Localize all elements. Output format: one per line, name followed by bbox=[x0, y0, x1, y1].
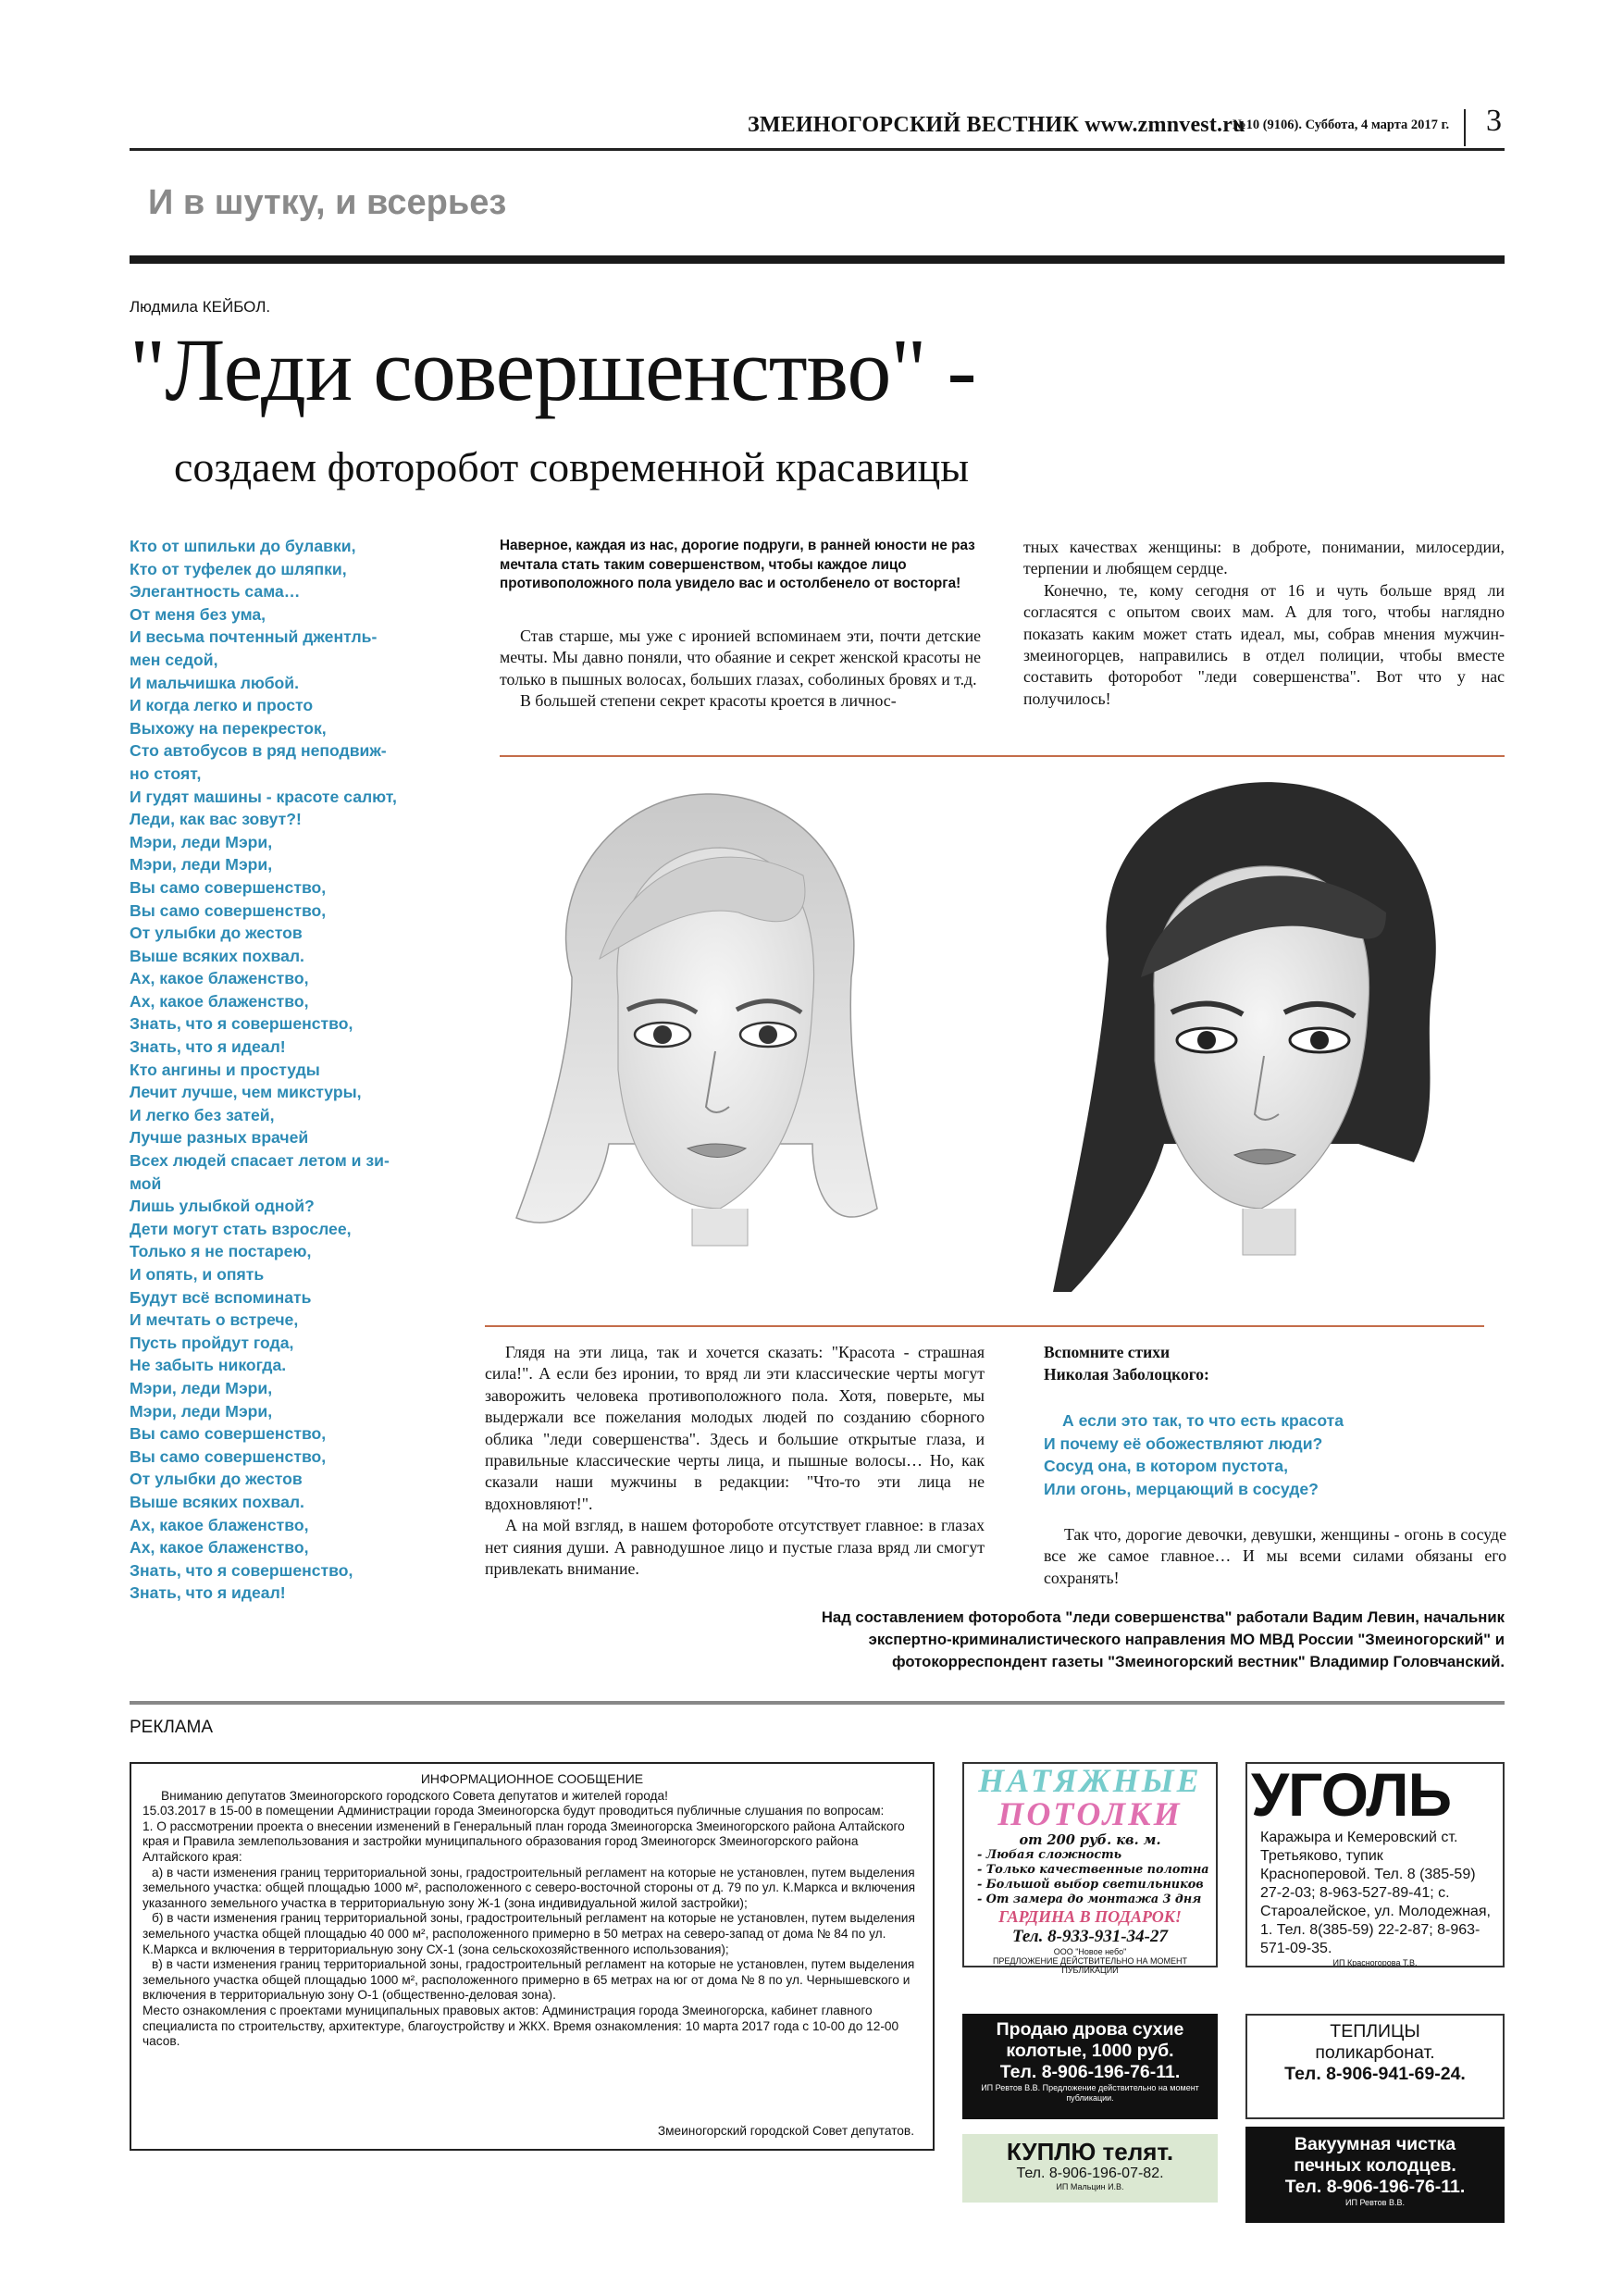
lyrics-line: Кто от туфелек до шляпки, bbox=[130, 559, 347, 578]
lyrics-line: но стоят, bbox=[130, 763, 202, 783]
article-lead: Наверное, каждая из нас, дорогие подруги, в ранней юности не раз мечтала стать таким совершенством, чтобы каждое лицо противоположного пола увидело вас и остолбенело от восторга! bbox=[500, 538, 975, 591]
lyrics-line: И весьма почтенный джентль- bbox=[130, 627, 378, 647]
verse-line: Или огонь, мерцающий в сосуде? bbox=[1044, 1479, 1319, 1498]
notice-signature: Змеиногорский городской Совет депутатов. bbox=[657, 2124, 914, 2139]
ads-rule bbox=[130, 1701, 1505, 1705]
lyrics-line: Ах, какое блаженство, bbox=[130, 991, 309, 1011]
information-notice bbox=[130, 1762, 935, 2151]
ad-phone: Тел. 8-906-196-76-11. bbox=[999, 2062, 1181, 2082]
ad-feature: - Любая сложность bbox=[977, 1848, 1122, 1862]
credits bbox=[722, 1607, 1505, 1673]
ad-text: печных колодцев. bbox=[1294, 2155, 1456, 2176]
header-divider bbox=[1464, 109, 1466, 146]
lyrics-line: мен седой, bbox=[130, 650, 218, 669]
lyrics-line: Не забыть никогда. bbox=[130, 1356, 287, 1375]
ad-seller: ИП Ревтов В.В. Предложение действительно на момент публикации. bbox=[981, 2083, 1199, 2103]
ad-phone: Тел. 8-906-196-76-11. bbox=[1284, 2177, 1466, 2197]
ad-text: колотые, 1000 руб. bbox=[1006, 2041, 1174, 2061]
article-title: "Леди совершенство" - bbox=[130, 320, 976, 419]
paragraph: Глядя на эти лица, так и хочется сказать: "Красота - страшная сила!". А если без иронии, то вряд ли эти классические черты могут заворожить человека противоположного пола. Хотя, поверьте, мы выдержали все пожелания молодых людей по созданию сборного облика "леди совершенства". Здесь и большие открытые глаза, и правильные классические черты лица, и пышные волосы… Но, как сказали наши мужчины в редакции: "Что-то эти лица не вдохновляют!". bbox=[485, 1343, 985, 1513]
ad-phone: Тел. 8-906-941-69-24. bbox=[1284, 2064, 1466, 2084]
lyrics-line: мой bbox=[130, 1173, 162, 1193]
lyrics-line: Всех людей спасает летом и зи- bbox=[130, 1151, 390, 1171]
lyrics-line: Знать, что я совершенство, bbox=[130, 1014, 353, 1034]
page-number: 3 bbox=[1486, 104, 1502, 138]
lyrics-line: И когда легко и просто bbox=[130, 696, 314, 715]
ad-heading: УГОЛЬ bbox=[1251, 1760, 1452, 1829]
lyrics-line: Кто ангины и простуды bbox=[130, 1060, 320, 1079]
article-author: Людмила КЕЙБОЛ. bbox=[130, 298, 271, 316]
ad-text: Вакуумная чистка bbox=[1294, 2134, 1456, 2154]
credits-line: Над составлением фоторобота "леди совершенства" работали Вадим Левин, начальник bbox=[821, 1608, 1505, 1626]
ad-feature: - Большой выбор светильников bbox=[977, 1878, 1204, 1892]
lyrics-line: Элегантность сама… bbox=[130, 582, 301, 602]
lyrics-line: Ах, какое блаженство, bbox=[130, 969, 309, 988]
paragraph: А на мой взгляд, в нашем фотороботе отсутствует главное: в глазах нет сияния души. А равнодушное лицо и пустые глаза вряд ли смогут привлекать внимание. bbox=[485, 1516, 985, 1579]
lyrics-line: Лечит лучше, чем микстуры, bbox=[130, 1083, 362, 1102]
verse-intro: Николая Заболоцкого: bbox=[1044, 1364, 1209, 1384]
credits-line: экспертно-криминалистического направления МО МВД России "Змеиногорский" и bbox=[868, 1631, 1505, 1648]
ad-disclaimer: ПРЕДЛОЖЕНИЕ ДЕЙСТВИТЕЛЬНО НА МОМЕНТ ПУБЛИКАЦИИ bbox=[992, 1956, 1188, 1975]
lyrics-line: От улыбки до жестов bbox=[130, 1470, 303, 1489]
paragraph: Конечно, те, кому сегодня от 16 и чуть больше вряд ли согласятся с опытом своих мам. А для того, чтобы наглядно показать каким может стать идеал, мы, собрав мнения мужчин-змеиногорцев, направились в отдел полиции, чтобы вместе составить фоторобот "леди совершенства". Вот что у нас получилось! bbox=[1023, 580, 1505, 708]
rubric-heading: И в шутку, и всерьез bbox=[148, 183, 507, 222]
ad-heading: НАТЯЖНЫЕ bbox=[978, 1762, 1202, 1799]
paragraph: тных качествах женщины: в доброте, понимании, милосердии, терпении и любящем сердце. bbox=[1023, 538, 1505, 578]
lyrics-line: Знать, что я совершенство, bbox=[130, 1560, 353, 1580]
notice-title: ИНФОРМАЦИОННОЕ СООБЩЕНИЕ bbox=[420, 1771, 644, 1786]
ad-price: от 200 руб. кв. м. bbox=[1019, 1832, 1161, 1848]
lyrics-line: Вы само совершенство, bbox=[130, 1446, 327, 1466]
lyrics-line: Мэри, леди Мэри, bbox=[130, 1378, 273, 1397]
lyrics-line: Выше всяких похвал. bbox=[130, 1492, 304, 1511]
ad-stretch-ceilings bbox=[962, 1762, 1218, 1975]
lyrics-line: Знать, что я идеал! bbox=[130, 1583, 286, 1603]
notice-paragraph: Вниманию депутатов Змеиногорского городского Совета депутатов и жителей города! bbox=[161, 1788, 668, 1803]
lyrics-line: Мэри, леди Мэри, bbox=[130, 1401, 273, 1421]
lyrics-line: От меня без ума, bbox=[130, 604, 266, 624]
lyrics-line: Мэри, леди Мэри, bbox=[130, 855, 273, 875]
rubric-rule bbox=[130, 255, 1505, 264]
ad-gift: ГАРДИНА В ПОДАРОК! bbox=[998, 1907, 1182, 1926]
lyrics-line: Вы само совершенство, bbox=[130, 1424, 327, 1444]
lyrics-line: Будут всё вспоминать bbox=[130, 1287, 312, 1307]
lyrics-line: Ах, какое блаженство, bbox=[130, 1515, 309, 1534]
credits-line: фотокорреспондент газеты "Змеиногорский вестник" Владимир Головчанский. bbox=[892, 1653, 1505, 1670]
notice-paragraph: б) в части изменения границ территориальной зоны, градостроительный регламент на которые не установлен, путем выделения земельного участка общей площадью 40 000 м², расположенного примерно в 50 метрах на северо-запад от дома № 84 по ул. К.Маркса и включения в территориальную зону СХ-1 (зона сельскохозяйственного использования); bbox=[142, 1911, 915, 1956]
ad-text: Каражыра и Кемеровский ст. Третьяково, тупик Красноперовой. Тел. 8 (385-59) 27-2-03; 8-963-527-89-41; с. Староалейское, ул. Молодежная, 1. Тел. 8(385-59) 22-2-87; 8-963-571-09-35. bbox=[1260, 1830, 1491, 1956]
ad-seller: ИП Красногорова Т.В. bbox=[1332, 1958, 1418, 1967]
section-rule bbox=[500, 755, 1505, 757]
article-subtitle: создаем фоторобот современной красавицы bbox=[174, 443, 970, 490]
ad-heading: КУПЛЮ телят. bbox=[1006, 2138, 1174, 2166]
ad-company: ООО "Новое небо" bbox=[1053, 1947, 1127, 1956]
notice-paragraph: 1. О рассмотрении проекта о внесении изменений в Генеральный план города Змеиногорска Змеиногорского района Алтайского края и Правила землепользования и застройки муниципального образования город Змеиногорск Змеиногорского района Алтайского края: bbox=[142, 1818, 905, 1864]
article-column-3 bbox=[485, 1342, 985, 1580]
notice-paragraph: в) в части изменения границ территориальной зоны, градостроительный регламент на которые не установлен, путем выделения земельного участка общей площадью 1000 м², расположенного примерно в 65 метрах на юг от дома № 8 по ул. Чернышевского и включения в территориальную зону О-1 (общественно-деловая зона). bbox=[142, 1957, 915, 2003]
ad-seller: ИП Ревтов В.В. bbox=[1345, 2198, 1405, 2207]
ad-calves bbox=[962, 2134, 1218, 2203]
article-column-2 bbox=[1023, 537, 1505, 710]
notice-paragraph: а) в части изменения границ территориальной зоны, градостроительный регламент на которые не установлен, путем выделения земельного участка: общей площадью 1000 м², расположенного с северо-восточной стороны от д. 79 по ул. К.Маркса и включения указанного земельного участка в территориальную зону Ж-1 (зона индивидуальной жилой застройки); bbox=[142, 1865, 916, 1910]
verse-line: И почему её обожествляют люди? bbox=[1044, 1433, 1323, 1453]
notice-paragraph: 15.03.2017 в 15-00 в помещении Администрации города Змеиногорска будут проводиться публичные слушания по вопросам: bbox=[142, 1804, 885, 1818]
lyrics-line: Вы само совершенство, bbox=[130, 877, 327, 897]
verse-intro: Вспомните стихи bbox=[1044, 1343, 1171, 1361]
lyrics-line: Вы само совершенство, bbox=[130, 900, 327, 920]
lyrics-line: Только я не постарею, bbox=[130, 1242, 312, 1261]
ad-greenhouses bbox=[1245, 2014, 1505, 2119]
lyrics-line: Леди, как вас зовут?! bbox=[130, 810, 302, 829]
section-rule bbox=[485, 1325, 1484, 1327]
ad-heading: ПОТОЛКИ bbox=[997, 1795, 1183, 1832]
lyrics-line: Кто от шпильки до булавки, bbox=[130, 537, 356, 555]
newspaper-name: ЗМЕИНОГОРСКИЙ ВЕСТНИК www.zmnvest.ru bbox=[748, 113, 1245, 137]
issue-info: №10 (9106). Суббота, 4 марта 2017 г. bbox=[1233, 118, 1450, 132]
paragraph: Став старше, мы уже с иронией вспоминаем эти, почти детские мечты. Мы давно поняли, что обаяние и секрет женской красоты не только в пышных волосах, больших глазах, соболиных бровях и т.д. bbox=[500, 627, 981, 689]
song-lyrics bbox=[130, 535, 416, 1605]
lyrics-line: Выше всяких похвал. bbox=[130, 946, 304, 965]
header-rule bbox=[130, 148, 1505, 151]
ad-feature: - От замера до монтажа 3 дня bbox=[977, 1893, 1202, 1906]
ad-text: ТЕПЛИЦЫ bbox=[1330, 2021, 1420, 2042]
ad-text: поликарбонат. bbox=[1315, 2042, 1435, 2063]
paragraph: В большей степени секрет красоты кроется в личнос- bbox=[520, 691, 897, 711]
ad-coal bbox=[1245, 1762, 1505, 1967]
composite-portrait-blonde bbox=[507, 774, 896, 1292]
ad-firewood bbox=[962, 2014, 1218, 2119]
notice-paragraph: Место ознакомления с проектами муниципальных правовых актов: Администрация города Змеиногорска, кабинет главного специалиста по строительству, архитектуре, благоустройству и ЖКХ. Время ознакомления: 10 марта 2017 года с 10-00 до 12-00 часов. bbox=[142, 2003, 899, 2049]
ad-vacuum-cleaning bbox=[1245, 2127, 1505, 2223]
lyrics-line: И опять, и опять bbox=[130, 1265, 265, 1284]
lyrics-line: Лучше разных врачей bbox=[130, 1128, 309, 1148]
ads-label: РЕКЛАМА bbox=[130, 1718, 214, 1737]
lyrics-line: И мальчишка любой. bbox=[130, 673, 300, 692]
lyrics-line: Знать, что я идеал! bbox=[130, 1037, 286, 1057]
ad-feature: - Только качественные полотна bbox=[977, 1863, 1209, 1877]
lyrics-line: Выхожу на перекресток, bbox=[130, 718, 327, 738]
composite-portrait-brunette bbox=[1053, 774, 1460, 1292]
ad-phone: Тел. 8-906-196-07-82. bbox=[1016, 2166, 1164, 2181]
lyrics-line: Мэри, леди Мэри, bbox=[130, 832, 273, 851]
article-column-4 bbox=[1044, 1342, 1506, 1589]
verse-line: Сосуд она, в котором пустота, bbox=[1044, 1457, 1288, 1475]
lyrics-line: И легко без затей, bbox=[130, 1105, 275, 1124]
lyrics-line: Сто автобусов в ряд неподвиж- bbox=[130, 741, 387, 761]
ad-phone: Тел. 8-933-931-34-27 bbox=[1012, 1927, 1168, 1946]
paragraph: Так что, дорогие девочки, девушки, женщины - огонь в сосуде все же самое главное… И мы всеми силами обязаны его сохранять! bbox=[1044, 1525, 1506, 1587]
ad-text: Продаю дрова сухие bbox=[996, 2019, 1184, 2040]
verse bbox=[1044, 1409, 1506, 1500]
verse-line: А если это так, то что есть красота bbox=[1062, 1411, 1344, 1430]
lyrics-line: Пусть пройдут года, bbox=[130, 1333, 294, 1352]
lyrics-line: От улыбки до жестов bbox=[130, 924, 303, 943]
ad-seller: ИП Мальцин И.В. bbox=[1056, 2182, 1124, 2191]
article-column-1 bbox=[500, 626, 981, 713]
lyrics-line: Дети могут стать взрослее, bbox=[130, 1219, 352, 1238]
lyrics-line: И гудят машины - красоте салют, bbox=[130, 787, 397, 806]
lyrics-line: Лишь улыбкой одной? bbox=[130, 1197, 315, 1216]
lyrics-line: Ах, какое блаженство, bbox=[130, 1538, 309, 1558]
lyrics-line: И мечтать о встрече, bbox=[130, 1310, 299, 1330]
